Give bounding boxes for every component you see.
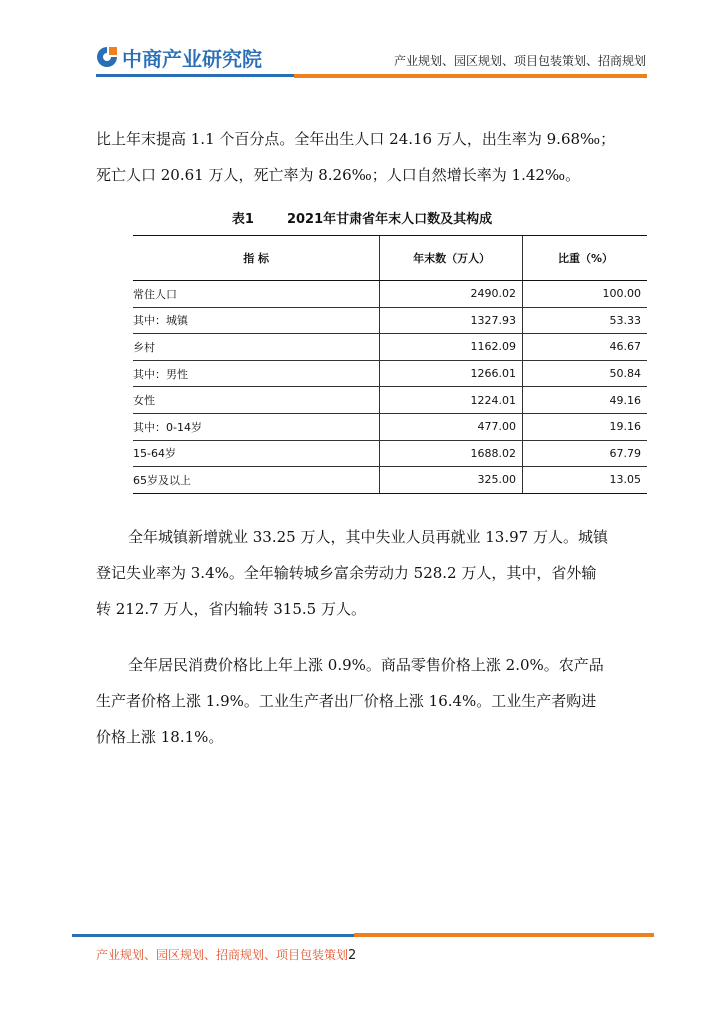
row-label: 女性 <box>133 387 380 414</box>
text-line: 全年城镇新增就业 33.25 万人，其中失业人员再就业 13.97 万人。城镇 <box>128 528 608 546</box>
paragraph-prices <box>96 652 648 750</box>
row-label: 15-64岁 <box>133 440 380 467</box>
table-row <box>133 334 647 361</box>
text-line: 生产者价格上涨 1.9%。工业生产者出厂价格上涨 16.4%。工业生产者购进 <box>96 692 597 710</box>
logo-text: 中商产业研究院 <box>122 46 262 71</box>
table-row <box>133 281 647 308</box>
footer <box>96 946 356 963</box>
header-rule-blue <box>96 74 294 77</box>
row-share: 67.79 <box>523 440 648 467</box>
header-rule-orange <box>294 74 647 78</box>
table-row <box>133 440 647 467</box>
row-label: 其中：男性 <box>133 360 380 387</box>
header-indicator: 指 标 <box>133 236 380 281</box>
row-share: 13.05 <box>523 467 648 494</box>
logo-mark-icon <box>96 46 118 68</box>
row-count: 477.00 <box>380 413 523 440</box>
text-line: 转 212.7 万人，省内输转 315.5 万人。 <box>96 600 366 618</box>
row-share: 50.84 <box>523 360 648 387</box>
table-title <box>0 208 724 227</box>
table-row <box>133 360 647 387</box>
row-count: 1224.01 <box>380 387 523 414</box>
row-count: 325.00 <box>380 467 523 494</box>
text-line: 死亡人口 20.61 万人，死亡率为 8.26‰；人口自然增长率为 1.42‰。 <box>96 166 581 184</box>
table-caption: 2021年甘肃省年末人口数及其构成 <box>286 212 493 227</box>
header-year-end-count: 年末数（万人） <box>380 236 523 281</box>
table-row <box>133 467 647 494</box>
company-logo <box>96 44 262 70</box>
footer-tagline: 产业规划、园区规划、招商规划、项目包装策划 <box>96 948 349 962</box>
row-label: 其中：0-14岁 <box>133 413 380 440</box>
paragraph-employment <box>96 524 648 622</box>
text-line: 价格上涨 18.1%。 <box>96 728 224 746</box>
text-line: 比上年末提高 1.1 个百分点。全年出生人口 24.16 万人，出生率为 9.68‰； <box>96 130 616 148</box>
row-share: 100.00 <box>523 281 648 308</box>
row-count: 1688.02 <box>380 440 523 467</box>
table-number: 表1 <box>231 212 254 227</box>
text-line: 全年居民消费价格比上年上涨 0.9%。商品零售价格上涨 2.0%。农产品 <box>128 656 604 674</box>
row-share: 46.67 <box>523 334 648 361</box>
table-row <box>133 387 647 414</box>
table-header-row <box>133 236 647 281</box>
row-count: 1266.01 <box>380 360 523 387</box>
table-row <box>133 307 647 334</box>
row-share: 53.33 <box>523 307 648 334</box>
row-label: 65岁及以上 <box>133 467 380 494</box>
row-label: 其中：城镇 <box>133 307 380 334</box>
header-tagline: 产业规划、园区规划、项目包装策划、招商规划 <box>393 54 646 68</box>
paragraph-birth-death <box>96 126 648 188</box>
population-table <box>133 235 647 494</box>
row-count: 1162.09 <box>380 334 523 361</box>
row-count: 2490.02 <box>380 281 523 308</box>
table-row <box>133 413 647 440</box>
footer-rule-blue <box>72 934 354 937</box>
row-label: 常住人口 <box>133 281 380 308</box>
row-share: 19.16 <box>523 413 648 440</box>
row-label: 乡村 <box>133 334 380 361</box>
text-line: 登记失业率为 3.4%。全年输转城乡富余劳动力 528.2 万人，其中，省外输 <box>96 564 597 582</box>
header-share: 比重（%） <box>523 236 648 281</box>
page-number: 2 <box>348 948 357 963</box>
row-share: 49.16 <box>523 387 648 414</box>
footer-rule-orange <box>354 933 654 937</box>
row-count: 1327.93 <box>380 307 523 334</box>
